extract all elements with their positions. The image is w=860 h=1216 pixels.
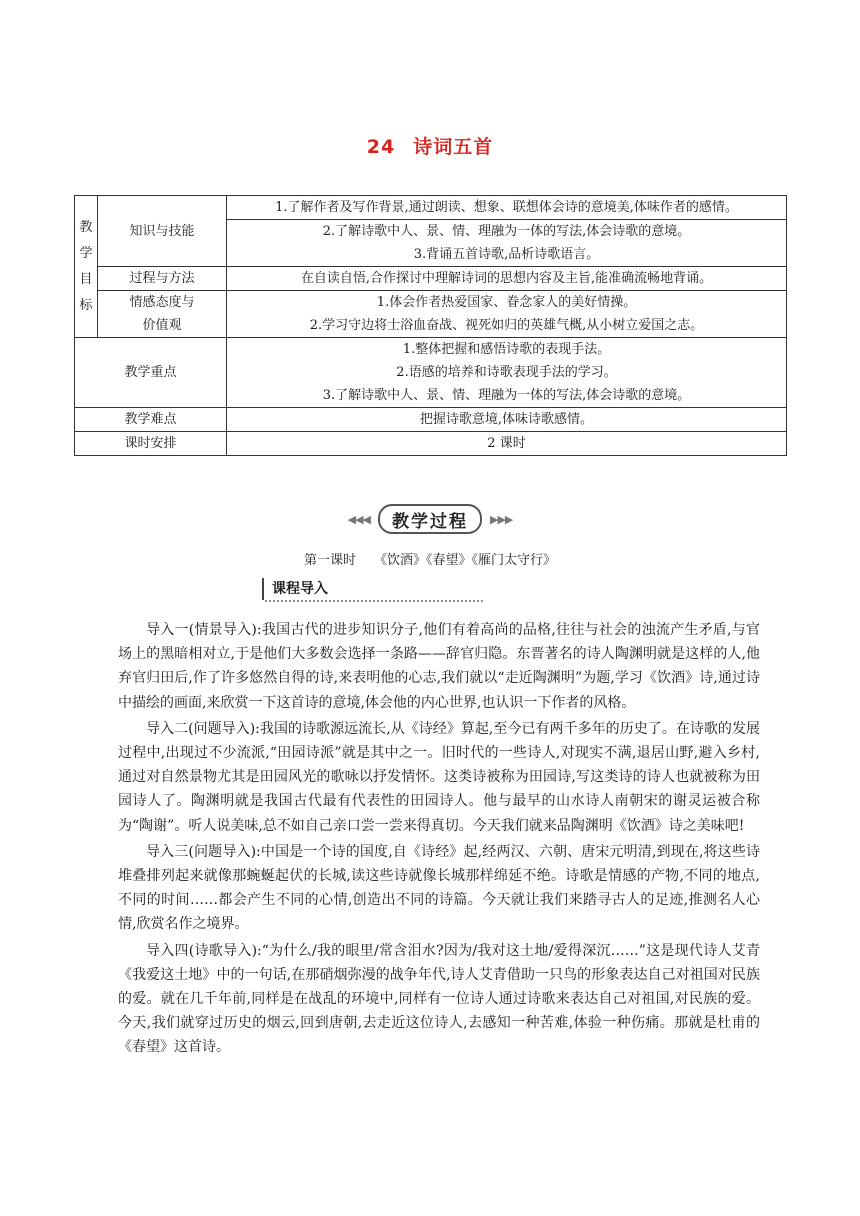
vlabel-char: 学 (79, 245, 93, 261)
key-point-item: 1.整体把握和感悟诗歌的表现手法。 (402, 342, 611, 357)
emotion-items (227, 291, 787, 338)
lesson-number: 24 (366, 136, 396, 158)
table-row (75, 291, 787, 338)
vlabel-char: 教 (79, 219, 93, 235)
table-row (75, 267, 787, 291)
paragraph: 导入二(问题导入):我国的诗歌源远流长,从《诗经》算起,至今已有两千多年的历史了。在诗歌的发展过程中,出现过不少流派,“田园诗派”就是其中之一。旧时代的一些诗人,对现实不满,退居山野,避入乡村,通过对自然景物尤其是田园风光的歌咏以抒发情怀。这类诗被称为田园诗,写这类诗的诗人也就被称为田园诗人了。陶渊明就是我国古代最有代表性的田园诗人。他与最早的山水诗人南朝宋的谢灵运被合称为“陶谢”。听人说美味,总不如自己亲口尝一尝来得真切。今天我们就来品陶渊明《饮酒》诗之美味吧! (118, 720, 760, 834)
vlabel-char: 标 (79, 297, 93, 313)
schedule-label: 课时安排 (75, 432, 227, 456)
process-label: 过程与方法 (98, 267, 227, 291)
knowledge-item: 2.了解诗歌中人、景、情、理融为一体的写法,体会诗歌的意境。 (227, 220, 787, 244)
dotted-underline (264, 599, 484, 603)
paragraph: 导入四(诗歌导入):“为什么/我的眼里/常含泪水?因为/我对这土地/爱得深沉……”这是现代诗人艾青《我爱这土地》中的一句话,在那硝烟弥漫的战争年代,诗人艾青借助一只鸟的形象表达自己对祖国对民族的爱。就在几千年前,同样是在战乱的环境中,同样有一位诗人通过诗歌来表达自己对祖国,对民族的爱。今天,我们就穿过历史的烟云,回到唐朝,去走近这位诗人,去感知一种苦难,体验一种伤痛。那就是杜甫的《春望》这首诗。 (118, 942, 760, 1056)
schedule-text: 2 课时 (227, 432, 787, 456)
goals-vertical-label (75, 196, 98, 338)
emotion-label-line: 价值观 (142, 318, 182, 333)
intro-body (118, 618, 760, 1062)
knowledge-label: 知识与技能 (98, 196, 227, 267)
section-heading (262, 578, 484, 600)
key-points-items (227, 338, 787, 408)
table-row (75, 338, 787, 408)
lesson-subtitle (0, 549, 860, 568)
emotion-item: 2.学习守边将士浴血奋战、视死如归的英雄气概,从小树立爱国之志。 (309, 318, 704, 333)
paragraph: 导入一(情景导入):我国古代的进步知识分子,他们有着高尚的品格,往往与社会的浊流产生矛盾,与官场上的黑暗相对立,于是他们大多数会选择一条路——辞官归隐。东晋著名的诗人陶渊明就是这样的人,他弃官归田后,作了许多悠然自得的诗,来表明他的心志,我们就以“走近陶渊明”为题,学习《饮酒》诗,通过诗中描绘的画面,来欣赏一下这首诗的意境,体会他的内心世界,也认识一下作者的风格。 (118, 622, 760, 711)
key-points-label: 教学重点 (75, 338, 227, 408)
teaching-process-banner (0, 504, 860, 534)
emotion-item: 1.体会作者热爱国家、眷念家人的美好情操。 (376, 295, 637, 310)
lesson-title: 诗词五首 (413, 136, 494, 158)
paragraph: 导入三(问题导入):中国是一个诗的国度,自《诗经》起,经两汉、六朝、唐宋元明清,到现在,将这些诗堆叠排列起来就像那蜿蜒起伏的长城,读这些诗就像长城那样绵延不绝。诗歌是情感的产物,不同的地点,不同的时间……都会产生不同的心情,创造出不同的诗篇。今天就让我们来踏寻古人的足迹,推测名人心情,欣赏名作之境界。 (118, 843, 760, 933)
process-text: 在自读自悟,合作探讨中理解诗词的思想内容及主旨,能准确流畅地背诵。 (227, 267, 787, 291)
table-row (75, 432, 787, 456)
left-arrows-icon: ◀◀◀ (347, 512, 370, 526)
knowledge-item: 3.背诵五首诗歌,品析诗歌语言。 (227, 243, 787, 267)
difficulty-label: 教学难点 (75, 408, 227, 432)
knowledge-item: 1.了解作者及写作背景,通过朗读、想象、联想体会诗的意境美,体味作者的感情。 (227, 196, 787, 220)
lesson-poems: 《饮酒》《春望》《雁门太守行》 (374, 553, 557, 568)
key-point-item: 3.了解诗歌中人、景、情、理融为一体的写法,体会诗歌的意境。 (322, 388, 691, 403)
difficulty-text: 把握诗歌意境,体味诗歌感情。 (227, 408, 787, 432)
key-point-item: 2.语感的培养和诗歌表现手法的学习。 (396, 365, 617, 380)
table-row (75, 408, 787, 432)
emotion-label-line: 情感态度与 (129, 295, 195, 310)
teaching-goals-table (74, 195, 787, 456)
lesson-label: 第一课时 (303, 553, 356, 568)
section-title: 课程导入 (272, 581, 328, 597)
banner-box (378, 504, 482, 534)
banner-text: 教学过程 (392, 511, 468, 532)
vlabel-char: 目 (79, 271, 93, 287)
page-title (0, 132, 860, 159)
emotion-label (98, 291, 227, 338)
right-arrows-icon: ▶▶▶ (490, 512, 513, 526)
table-row (75, 196, 787, 220)
